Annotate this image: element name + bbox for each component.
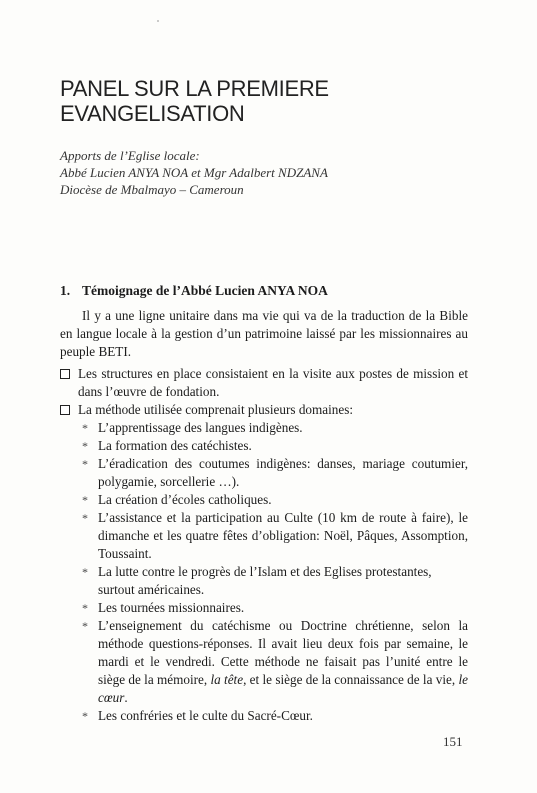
list-item xyxy=(78,707,468,725)
checkbox-icon xyxy=(60,405,70,415)
subtitle-line-1: Apports de l’Eglise locale: xyxy=(60,148,200,163)
list-item-text: L’enseignement du catéchisme ou Doctrine chrétienne, selon la méthode questions-réponses. Il avait lieu deux fois par semaine, le mardi et le vendredi. Cette méthode ne faisait pas l’unité entre le siège de la mémoire, xyxy=(98,618,468,687)
list-item-text: La création d’écoles catholiques. xyxy=(98,492,272,507)
asterisk-icon: * xyxy=(82,457,88,471)
list-item-text: Les confréries et le culte du Sacré-Cœur. xyxy=(98,708,313,723)
intro-paragraph: Il y a une ligne unitaire dans ma vie qui va de la traduction de la Bible en langue locale à la gestion d’un patrimoine laissé par les missionnaires au peuple BETI. xyxy=(60,308,468,359)
asterisk-icon: * xyxy=(82,601,88,615)
asterisk-icon: * xyxy=(82,619,88,633)
section-title: Témoignage de l’Abbé Lucien ANYA NOA xyxy=(82,283,328,298)
list-item xyxy=(78,419,468,437)
page-number: 151 xyxy=(443,734,463,749)
list-item-text: . xyxy=(124,690,128,705)
diocese-line: Diocèse de Mbalmayo – Cameroun xyxy=(60,182,244,197)
emphasis-la-tete: la tête xyxy=(210,672,244,687)
asterisk-icon: * xyxy=(82,439,88,453)
list-item xyxy=(78,437,468,455)
authors-line: Abbé Lucien ANYA NOA et Mgr Adalbert NDZANA xyxy=(60,165,328,180)
emphasis-le-coeur: le cœur xyxy=(98,672,469,705)
list-item xyxy=(78,563,468,599)
body-text xyxy=(60,307,468,725)
list-item xyxy=(78,509,468,563)
authors-block xyxy=(60,147,480,198)
asterisk-icon: * xyxy=(82,709,88,723)
list-item xyxy=(78,455,468,491)
list-item-text: , et le siège de la connaissance de la vie, xyxy=(243,672,459,687)
list-item-text: La formation des catéchistes. xyxy=(98,438,252,453)
page-title-line-1: PANEL SUR LA PREMIERE xyxy=(60,76,329,101)
checkbox-icon xyxy=(60,369,70,379)
asterisk-icon: * xyxy=(82,565,88,579)
asterisk-icon: * xyxy=(82,421,88,435)
list-item-text: L’éradication des coutumes indigènes: danses, mariage coutumier, polygamie, sorcellerie …). xyxy=(98,456,468,489)
list-item xyxy=(78,491,468,509)
list-item-text: La lutte contre le progrès de l’Islam et des Eglises protestantes, surtout américaines. xyxy=(98,564,432,597)
list-item xyxy=(78,599,468,617)
checkbox-item-methode xyxy=(60,401,468,725)
list-item-text: Les tournées missionnaires. xyxy=(98,600,245,615)
section-heading xyxy=(60,283,480,299)
asterisk-icon: * xyxy=(82,511,88,525)
section-number: 1. xyxy=(60,283,71,298)
list-item-text: L’apprentissage des langues indigènes. xyxy=(98,420,303,435)
list-item-text: L’assistance et la participation au Culte (10 km de route à faire), le dimanche et les quatre fêtes d’obligation: Noël, Pâques, Assomption, Toussaint. xyxy=(98,510,468,561)
checkbox-item-structures xyxy=(60,365,468,401)
checkbox-item-text: Les structures en place consistaient en la visite aux postes de mission et dans l’œuvre de fondation. xyxy=(78,366,468,399)
bullet-list xyxy=(78,419,468,725)
list-item xyxy=(78,617,468,707)
page-title-line-2: EVANGELISATION xyxy=(60,101,245,126)
checkbox-item-text: La méthode utilisée comprenait plusieurs domaines: xyxy=(78,402,354,417)
asterisk-icon: * xyxy=(82,493,88,507)
paper-speck xyxy=(157,20,159,22)
page-title xyxy=(60,76,480,126)
